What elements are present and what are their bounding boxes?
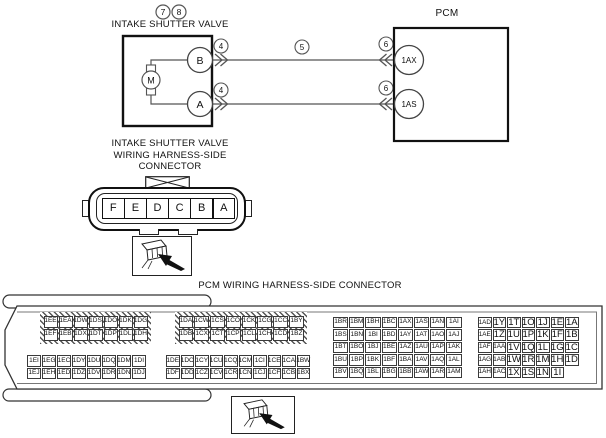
- pcm-pin-group-top-middle: [175, 312, 307, 344]
- pin-1cr: 1CR: [224, 368, 238, 380]
- pin-1bw: 1BW: [297, 355, 311, 367]
- pin-1w: 1W: [506, 354, 521, 366]
- svg-text:5: 5: [299, 43, 305, 52]
- pin-1dp: 1DP: [104, 329, 118, 341]
- pin-1ei: 1EI: [27, 355, 41, 367]
- pointer-arrow-icon: [259, 413, 285, 429]
- pin-1bq: 1BQ: [349, 367, 364, 378]
- pin-1t: 1T: [508, 316, 520, 328]
- pin-1ax: 1AX: [398, 317, 413, 328]
- pin-1ac: 1AC: [493, 367, 507, 378]
- pin-row: [478, 317, 579, 328]
- pin-b: B: [190, 198, 213, 219]
- pin-1ai: 1AI: [446, 317, 461, 328]
- pin-row: [333, 317, 462, 328]
- pin-1al: 1AL: [446, 354, 461, 365]
- pin-row: [44, 316, 148, 328]
- pin-1ea: 1EA: [59, 316, 73, 328]
- connector-inspection-icon: [133, 237, 191, 274]
- pin-d: D: [146, 198, 169, 219]
- pin-1cv: 1CV: [210, 368, 224, 380]
- pin-1bv: 1BV: [333, 367, 348, 378]
- pin-row: [179, 316, 304, 328]
- pcm-pin-group-bottom-left: [27, 355, 146, 379]
- pin-1ef: 1EF: [44, 329, 58, 341]
- pin-1d: 1D: [565, 354, 578, 366]
- pin-1e: 1E: [551, 316, 564, 328]
- pin-1dj: 1DJ: [132, 368, 146, 380]
- pin-row: [179, 329, 304, 341]
- connector-side-tab-right: [245, 200, 252, 217]
- pin-1ej: 1EJ: [27, 368, 41, 380]
- pin-1cn: 1CN: [239, 368, 253, 380]
- pin-1y: 1Y: [493, 316, 506, 328]
- pin-1de: 1DE: [166, 355, 180, 367]
- pin-1co: 1CO: [226, 316, 241, 328]
- pin-1h: 1H: [551, 354, 564, 366]
- valve-connector-pins: [102, 198, 235, 219]
- pin-1ar: 1AR: [430, 367, 445, 378]
- pin-1bp: 1BP: [349, 354, 364, 365]
- pcm-terminal-1ax: [395, 46, 424, 75]
- pin-1du: 1DU: [87, 355, 101, 367]
- pin-1bt: 1BT: [333, 342, 348, 353]
- pin-1bg: 1BG: [382, 367, 397, 378]
- callout-7: [156, 5, 170, 19]
- pin-1aj: 1AJ: [446, 329, 461, 340]
- pin-1av: 1AV: [414, 354, 429, 365]
- valve-connector-label-line2: WIRING HARNESS-SIDE: [113, 149, 227, 161]
- pin-1j: 1J: [537, 316, 548, 328]
- pin-1ab: 1AB: [493, 354, 507, 365]
- pin-1aa: 1AA: [493, 342, 507, 353]
- pin-1dx: 1DX: [74, 329, 88, 341]
- pin-row: [166, 368, 310, 380]
- pin-1cx: 1CX: [194, 329, 209, 341]
- pin-1ap: 1AP: [430, 342, 445, 353]
- pin-1dd: 1DD: [181, 368, 195, 380]
- pin-1p: 1P: [522, 329, 535, 341]
- pcm-pin-group-top-left: [40, 312, 151, 344]
- svg-text:A: A: [196, 98, 204, 111]
- pin-1bl: 1BL: [365, 367, 380, 378]
- pin-1f: 1F: [551, 329, 563, 341]
- pin-row: [44, 329, 148, 341]
- pin-1dm: 1DM: [117, 355, 131, 367]
- pin-1v: 1V: [507, 341, 520, 353]
- pin-1bh: 1BH: [365, 317, 380, 328]
- pin-1be: 1BE: [382, 342, 397, 353]
- pin-1as: 1AS: [414, 317, 429, 328]
- pin-row: [478, 367, 579, 378]
- pin-1aw: 1AW: [414, 367, 429, 378]
- pin-1bx: 1BX: [297, 368, 311, 380]
- pin-1dw: 1DW: [74, 316, 88, 328]
- motor-symbol: [142, 71, 160, 89]
- pin-1ec: 1EC: [57, 355, 71, 367]
- pin-1ed: 1ED: [57, 368, 71, 380]
- pin-1r: 1R: [522, 354, 535, 366]
- valve-title: INTAKE SHUTTER VALVE: [111, 19, 229, 30]
- pin-row: [478, 342, 579, 353]
- pin-1eg: 1EG: [42, 355, 56, 367]
- circuit-schematic: [0, 0, 606, 150]
- pin-1df: 1DF: [166, 368, 180, 380]
- pin-1cq: 1CQ: [224, 355, 238, 367]
- pin-1ao: 1AO: [430, 329, 445, 340]
- pin-row: [333, 367, 462, 378]
- pin-1eb: 1EB: [59, 329, 73, 341]
- valve-connector-label: [78, 138, 262, 173]
- valve-connector-label-line1: INTAKE SHUTTER VALVE: [111, 138, 229, 149]
- pin-1ds: 1DS: [89, 316, 103, 328]
- pin-1z: 1Z: [493, 329, 505, 341]
- pin-1dq: 1DQ: [102, 355, 116, 367]
- pin-1eh: 1EH: [42, 368, 56, 380]
- pin-1di: 1DI: [132, 355, 146, 367]
- pin-1by: 1BY: [289, 316, 304, 328]
- pin-1ah: 1AH: [478, 367, 492, 378]
- svg-text:8: 8: [176, 7, 182, 17]
- pcm-pin-group-right-b: [478, 317, 579, 378]
- pin-1db: 1DB: [179, 329, 194, 341]
- pin-1m: 1M: [536, 354, 550, 366]
- pin-1ct: 1CT: [210, 329, 225, 341]
- pin-1br: 1BR: [333, 317, 348, 328]
- pin-f: F: [102, 198, 125, 219]
- pin-row: [166, 355, 310, 367]
- svg-text:4: 4: [218, 86, 224, 95]
- pin-1bf: 1BF: [382, 354, 397, 365]
- pin-1n: 1N: [536, 366, 549, 378]
- pin-1ae: 1AE: [478, 329, 492, 340]
- pin-1do: 1DO: [104, 316, 118, 328]
- pin-1ce: 1CE: [268, 355, 282, 367]
- pin-1cb: 1CB: [282, 368, 296, 380]
- pin-1l: 1L: [537, 341, 549, 353]
- pin-1au: 1AU: [414, 342, 429, 353]
- pin-1az: 1AZ: [398, 342, 413, 353]
- pin-1an: 1AN: [430, 317, 445, 328]
- pin-1cu: 1CU: [210, 355, 224, 367]
- pin-1bn: 1BN: [349, 329, 364, 340]
- pin-1ca: 1CA: [282, 355, 296, 367]
- pin-1bc: 1BC: [382, 317, 397, 328]
- pin-1at: 1AT: [414, 329, 429, 340]
- connector-rail-bottom: [3, 389, 211, 401]
- pin-1cl: 1CL: [242, 329, 257, 341]
- pin-1a: 1A: [565, 316, 578, 328]
- pin-1q: 1Q: [521, 341, 535, 353]
- pin-1bb: 1BB: [398, 367, 413, 378]
- pin-1cp: 1CP: [226, 329, 241, 341]
- pin-row: [27, 355, 146, 367]
- pin-1bo: 1BO: [349, 342, 364, 353]
- connector-chevrons-valve-side: [215, 54, 228, 110]
- pin-1aq: 1AQ: [430, 354, 445, 365]
- callout-4-top: [214, 39, 228, 53]
- connector-inspection-icon: [232, 397, 294, 432]
- pin-1da: 1DA: [179, 316, 194, 328]
- svg-text:4: 4: [218, 42, 224, 51]
- pin-1cm: 1CM: [239, 355, 253, 367]
- pin-1ee: 1EE: [44, 316, 58, 328]
- pin-1ci: 1CI: [253, 355, 267, 367]
- pin-1cs: 1CS: [210, 316, 225, 328]
- pin-1ba: 1BA: [398, 354, 413, 365]
- pcm-pin-group-right-a: [333, 317, 462, 378]
- pin-1k: 1K: [536, 329, 549, 341]
- pin-1ag: 1AG: [478, 354, 492, 365]
- pin-1dc: 1DC: [181, 355, 195, 367]
- pin-1cc: 1CC: [273, 316, 288, 328]
- pin-1dh: 1DH: [134, 329, 148, 341]
- pin-e: E: [124, 198, 147, 219]
- valve-connector-label-line3: CONNECTOR: [138, 161, 202, 172]
- pin-1x: 1X: [507, 366, 520, 378]
- pin-1bu: 1BU: [333, 354, 348, 365]
- pointer-arrow-icon: [158, 254, 185, 271]
- pin-1dr: 1DR: [102, 368, 116, 380]
- pin-1cf: 1CF: [268, 368, 282, 380]
- callout-5: [295, 40, 309, 54]
- pcm-connector-view-icon-box: [231, 396, 295, 434]
- pin-row: [478, 329, 579, 340]
- pin-row: [478, 354, 579, 365]
- pin-1bm: 1BM: [349, 317, 364, 328]
- connector-foot-left: [139, 229, 159, 235]
- pin-1ay: 1AY: [398, 329, 413, 340]
- terminal-b: [188, 48, 213, 73]
- pin-1bi: 1BI: [365, 329, 380, 340]
- pin-1o: 1O: [521, 316, 535, 328]
- valve-connector-view-icon-box: [132, 236, 192, 276]
- pin-row: [333, 354, 462, 365]
- pin-1s: 1S: [522, 366, 535, 378]
- svg-text:1AX: 1AX: [401, 56, 417, 66]
- pin-1am: 1AM: [446, 367, 461, 378]
- pin-1bj: 1BJ: [365, 342, 380, 353]
- pin-1dz: 1DZ: [72, 368, 86, 380]
- callout-8: [172, 5, 186, 19]
- pin-c: C: [168, 198, 191, 219]
- pin-1dn: 1DN: [117, 368, 131, 380]
- pin-row: [102, 198, 235, 219]
- svg-text:1AS: 1AS: [401, 100, 417, 110]
- pin-1cz: 1CZ: [195, 368, 209, 380]
- pin-a: A: [213, 198, 236, 219]
- pin-1dy: 1DY: [72, 355, 86, 367]
- pin-1ck: 1CK: [242, 316, 257, 328]
- pin-1dk: 1DK: [119, 316, 133, 328]
- pin-1bs: 1BS: [333, 329, 348, 340]
- pin-1ak: 1AK: [446, 342, 461, 353]
- pin-1dv: 1DV: [87, 368, 101, 380]
- svg-text:B: B: [196, 54, 204, 67]
- svg-text:M: M: [147, 75, 155, 86]
- svg-text:6: 6: [383, 40, 389, 49]
- pin-1dl: 1DL: [119, 329, 133, 341]
- pin-1cd: 1CD: [273, 329, 288, 341]
- pin-1ad: 1AD: [478, 317, 492, 328]
- pin-1b: 1B: [565, 329, 578, 341]
- pin-1bz: 1BZ: [289, 329, 304, 341]
- callout-4-bottom: [214, 83, 228, 97]
- pin-row: [333, 329, 462, 340]
- pcm-box: [394, 28, 508, 141]
- pin-1af: 1AF: [478, 342, 492, 353]
- pin-1g: 1G: [550, 341, 564, 353]
- pcm-title: PCM: [435, 8, 459, 19]
- pcm-pin-group-bottom-middle: [166, 355, 310, 379]
- pin-1cw: 1CW: [194, 316, 209, 328]
- pin-1ch: 1CH: [257, 329, 272, 341]
- callout-6-top: [379, 37, 393, 51]
- pin-1i: 1I: [551, 367, 565, 378]
- pin-row: [333, 342, 462, 353]
- pin-1bk: 1BK: [365, 354, 380, 365]
- pin-1c: 1C: [565, 341, 578, 353]
- pin-1cg: 1CG: [257, 316, 272, 328]
- pin-1dt: 1DT: [89, 329, 103, 341]
- callout-6-bottom: [379, 81, 393, 95]
- svg-text:6: 6: [383, 84, 389, 93]
- terminal-a: [188, 92, 213, 117]
- pcm-connector-title: PCM WIRING HARNESS-SIDE CONNECTOR: [198, 280, 402, 291]
- pcm-terminal-1as: [395, 90, 424, 119]
- pin-1cy: 1CY: [195, 355, 209, 367]
- pin-1cj: 1CJ: [253, 368, 267, 380]
- pin-1u: 1U: [507, 329, 520, 341]
- pin-1bd: 1BD: [382, 329, 397, 340]
- connector-foot-right: [178, 229, 198, 235]
- pin-row: [27, 368, 146, 380]
- pin-1dg: 1DG: [134, 316, 148, 328]
- svg-text:7: 7: [160, 7, 166, 17]
